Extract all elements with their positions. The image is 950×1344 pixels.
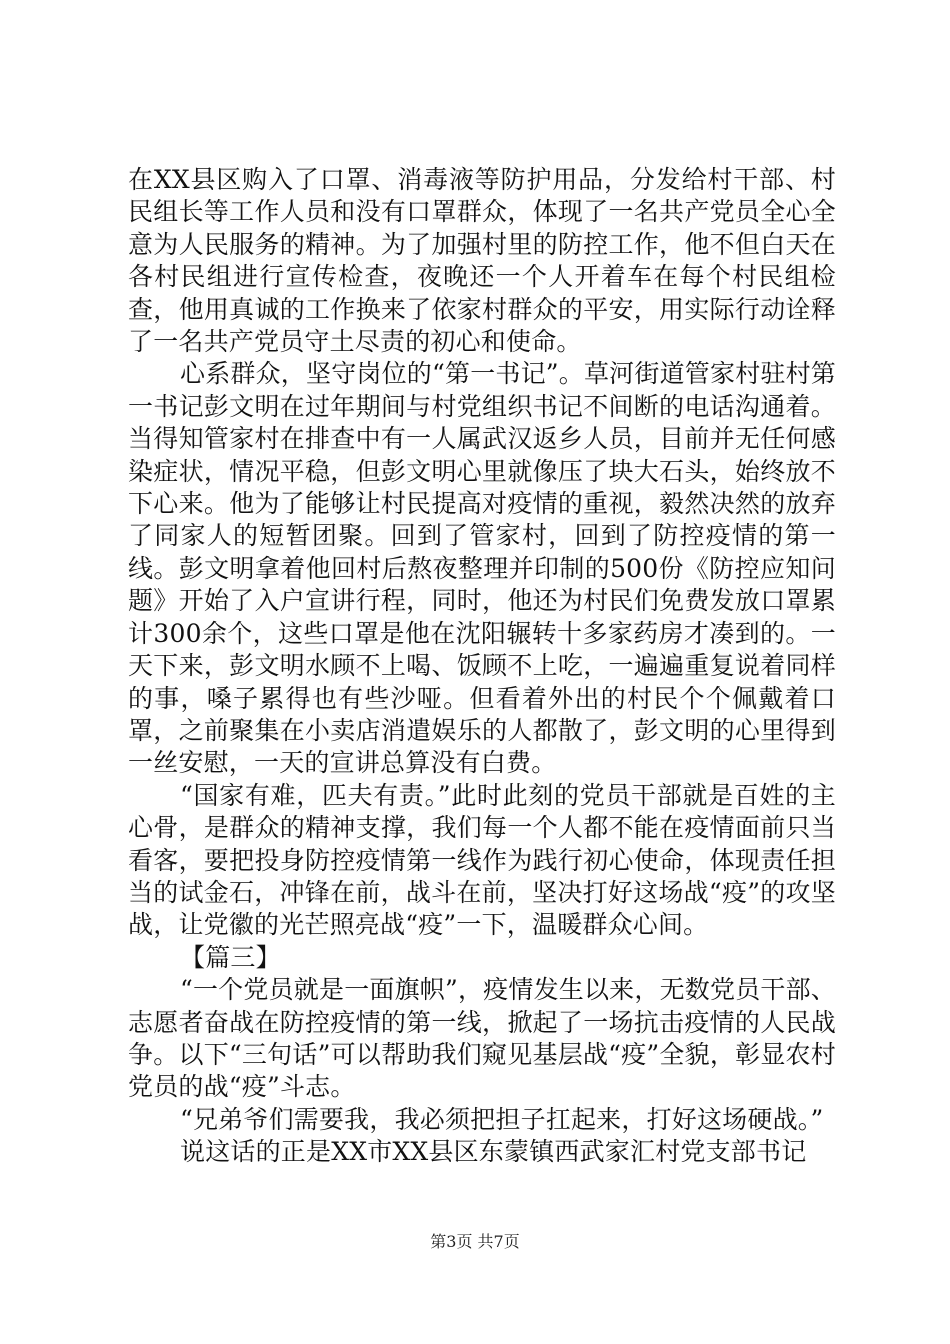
paragraph-speaker: 说这话的正是XX市XX县区东蒙镇西武家汇村党支部书记 (180, 1137, 807, 1167)
paragraph-national-duty: “国家有难，匹夫有责。”此时此刻的党员干部就是百姓的主心骨，是群众的精神支撑，我们每一个人都不能在疫情面前只当看客，要把投身防控疫情第一线作为践行初心使命，体现责任担当的试金石，冲锋在前，战斗在前，坚决打好这场战“疫”的攻坚战，让党徽的光芒照亮战“疫”一下，温暖群众心间。 (128, 780, 836, 940)
page-number-footer: 第3页 共7页 (430, 1232, 520, 1251)
paragraph-continuation: 在XX县区购入了口罩、消毒液等防护用品，分发给村干部、村民组长等工作人员和没有口罩群众，体现了一名共产党员全心全意为人民服务的精神。为了加强村里的防控工作，他不但白天在各村民组进行宣传检查，夜晚还一个人开着车在每个村民组检查，他用真诚的工作换来了依家村群众的平安，用实际行动诠释了一名共产党员守土尽责的初心和使命。 (128, 165, 836, 357)
paragraph-first-secretary: 心系群众，坚守岗位的“第一书记”。草河街道管家村驻村第一书记彭文明在过年期间与村党组织书记不间断的电话沟通着。当得知管家村在排查中有一人属武汉返乡人员，目前并无任何感染症状，情况平稳，但彭文明心里就像压了块大石头，始终放不下心来。他为了能够让村民提高对疫情的重视，毅然决然的放弃了同家人的短暂团聚。回到了管家村，回到了防控疫情的第一线。彭文明拿着他回村后熬夜整理并印制的500份《防控应知问题》开始了入户宣讲行程，同时，他还为村民们免费发放口罩累计300余个，这些口罩是他在沈阳辗转十多家药房才凑到的。一天下来，彭文明水顾不上喝、饭顾不上吃，一遍遍重复说着同样的事，嗓子累得也有些沙哑。但看着外出的村民个个佩戴着口罩，之前聚集在小卖店消遣娱乐的人都散了，彭文明的心里得到一丝安慰，一天的宣讲总算没有白费。 (128, 359, 836, 778)
paragraph-party-flag: “一个党员就是一面旗帜”，疫情发生以来，无数党员干部、志愿者奋战在防控疫情的第一线，掀起了一场抗击疫情的人民战争。以下“三句话”可以帮助我们窥见基层战“疫”全貌，彰显农村党员的战“疫”斗志。 (128, 975, 836, 1102)
document-body (128, 164, 836, 1169)
paragraph-quote: “兄弟爷们需要我，我必须把担子扛起来，打好这场硬战。” (180, 1104, 824, 1134)
section-heading-part-three: 【篇三】 (180, 942, 281, 972)
